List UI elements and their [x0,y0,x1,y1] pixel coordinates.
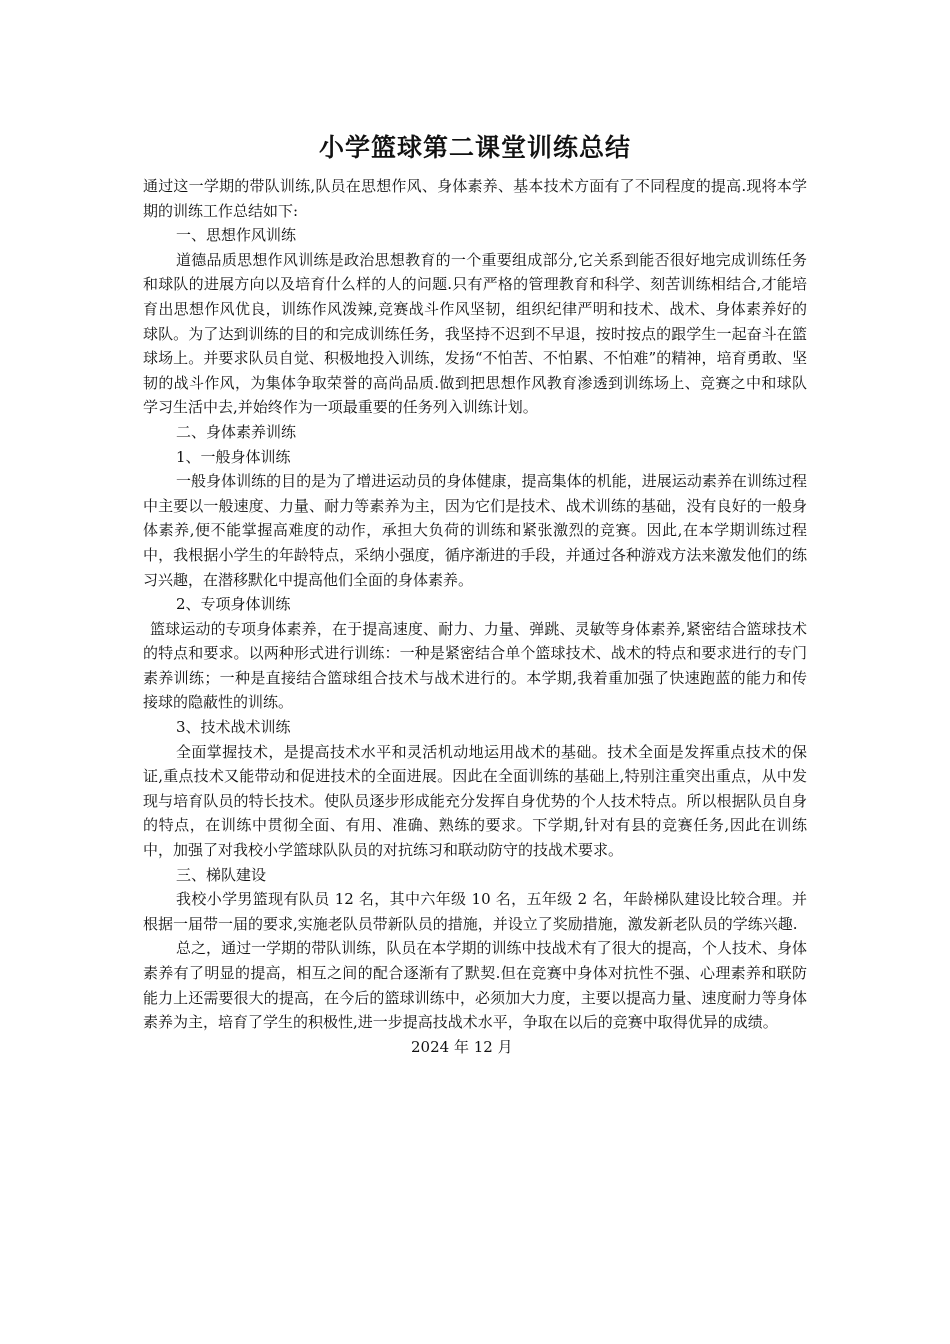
section-heading-thought-style: 一、思想作风训练 [176,226,297,245]
body-paragraph: 一般身体训练的目的是为了增进运动员的身体健康，提高集体的机能，进展运动素养在训练过程中主要以一般速度、力量、耐力等素养为主，因为它们是技术、战术训练的基础，没有良好的一般身体素养,便不能掌握高难度的动作，承担大负荷的训练和紧张激烈的竞赛。因此,在本学期训练过程中，我根据小学生的年龄特点，采纳小强度，循序渐进的手段，并通过各种游戏方法来激发他们的练习兴趣，在潜移默化中提高他们全面的身体素养。 [143,472,807,589]
body-paragraph: 篮球运动的专项身体素养，在于提高速度、耐力、力量、弹跳、灵敏等身体素养,紧密结合篮球技术的特点和要求。以两种形式进行训练：一种是紧密结合单个篮球技术、战术的特点和要求进行的专门素养训练；一种是直接结合篮球组合技术与战术进行的。本学期,我着重加强了快速跑蓝的能力和传接球的隐蔽性的训练。 [143,619,807,712]
conclusion-paragraph: 总之，通过一学期的带队训练，队员在本学期的训练中技战术有了很大的提高，个人技术、身体素养有了明显的提高，相互之间的配合逐渐有了默契.但在竞赛中身体对抗性不强、心理素养和联防能力上还需要很大的提高，在今后的篮球训练中，必须加大力度，主要以提高力量、速度耐力等身体素养为主，培育了学生的积极性,进一步提高技战术水平，争取在以后的竞赛中取得优异的成绩。 [143,939,807,1032]
body-paragraph: 道德品质思想作风训练是政治思想教育的一个重要组成部分,它关系到能否很好地完成训练任务和球队的进展方向以及培育什么样的人的问题.只有严格的管理教育和科学、刻苦训练相结合,才能培育出思想作风优良，训练作风泼辣,竞赛战斗作风坚韧，组织纪律严明和技术、战术、身体素养好的球队。为了达到训练的目的和完成训练任务，我坚持不迟到不早退，按时按点的跟学生一起奋斗在篮球场上。并要求队员自觉、积极地投入训练，发扬“不怕苦、不怕累、不怕难”的精神，培育勇敢、坚韧的战斗作风，为集体争取荣誉的高尚品质.做到把思想作风教育渗透到训练场上、竞赛之中和球队学习生活中去,并始终作为一项最重要的任务列入训练计划。 [143,250,807,417]
document-page [143,128,807,1059]
subheading-technique-tactics: 3、技术战术训练 [176,718,291,737]
section-heading-team-building: 三、梯队建设 [176,865,267,884]
body-paragraph: 全面掌握技术，是提高技术水平和灵活机动地运用战术的基础。技术全面是发挥重点技术的保证,重点技术又能带动和促进技术的全面进展。因此在全面训练的基础上,特别注重突出重点，从中发现与培育队员的特长技术。使队员逐步形成能充分发挥自身优势的个人技术特点。所以根据队员自身的特点，在训练中贯彻全面、有用、准确、熟练的要求。下学期,针对有县的竞赛任务,因此在训练中，加强了对我校小学篮球队队员的对抗练习和联动防守的技战术要求。 [143,742,807,860]
intro-paragraph: 通过这一学期的带队训练,队员在思想作风、身体素养、基本技术方面有了不同程度的提高.现将本学期的训练工作总结如下: [143,177,807,220]
subheading-general-physical: 1、一般身体训练 [176,447,291,466]
section-heading-physical: 二、身体素养训练 [176,422,297,441]
body-paragraph: 我校小学男篮现有队员 12 名，其中六年级 10 名，五年级 2 名，年龄梯队建设比较合理。并根据一届带一届的要求,实施老队员带新队员的措施，并设立了奖励措施，激发新老队员的学练兴趣. [143,890,807,933]
document-date: 2024 年 12 月 [411,1037,513,1056]
document-title: 小学篮球第二课堂训练总结 [318,133,631,162]
subheading-special-physical: 2、专项身体训练 [176,595,291,614]
